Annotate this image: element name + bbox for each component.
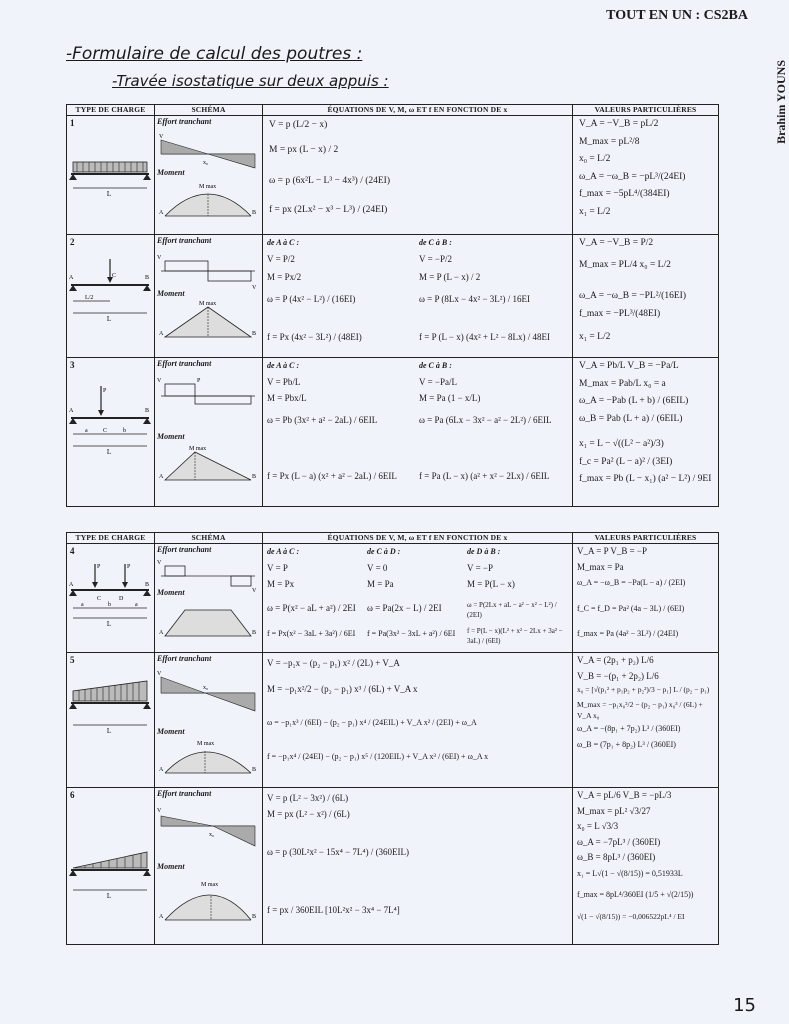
equations-cell xyxy=(263,653,573,788)
value: ω_A = −Pab (L + b) / (6EIL) xyxy=(579,396,689,406)
table-row xyxy=(67,116,719,235)
values-cell xyxy=(573,235,719,358)
schema-cell xyxy=(155,653,263,788)
col-load-type: TYPE DE CHARGE xyxy=(67,105,155,116)
segment-heading: de D à B : xyxy=(467,547,501,556)
shear-label: Effort tranchant xyxy=(157,789,212,798)
equation: V = p (L² − 3x²) / (6L) xyxy=(267,793,349,803)
svg-text:x₀: x₀ xyxy=(203,685,209,691)
equation: V = −Pa/L xyxy=(419,377,457,387)
svg-text:V: V xyxy=(159,134,164,140)
schema-cell xyxy=(155,788,263,945)
moment-label: Moment xyxy=(157,289,185,298)
equation: ω = P (4x² − L²) / (16EI) xyxy=(267,294,356,304)
svg-text:L: L xyxy=(106,727,112,735)
shear-diagram xyxy=(155,798,261,858)
equation: ω = P (8Lx − 4x² − 3L²) / 16EI xyxy=(419,294,530,304)
equation: ω = p (6x²L − L³ − 4x³) / (24EI) xyxy=(269,176,391,186)
shear-label: Effort tranchant xyxy=(157,117,212,126)
equation: f = Pa(3x² − 3xL + a²) / 6EI xyxy=(367,629,456,638)
values-cell xyxy=(573,358,719,507)
equation: V = −p₁x − (p₂ − p₁) x² / (2L) + V_A xyxy=(267,658,400,668)
moment-diagram xyxy=(155,596,261,652)
svg-text:V: V xyxy=(157,255,162,261)
equation: M = Pbx/L xyxy=(267,393,307,403)
svg-text:x₀: x₀ xyxy=(209,832,215,838)
schema-cell xyxy=(155,116,263,235)
equation: V = −P xyxy=(467,563,493,573)
moment-diagram xyxy=(155,174,261,234)
formula-table-2 xyxy=(66,532,719,945)
value: x₁ = L − √((L² − a²)/3) xyxy=(579,439,664,449)
moment-label: Moment xyxy=(157,168,185,177)
equation: f = P(L − x)(L² + x² − 2Lx + 3a² − 3aL) / (6EI) xyxy=(467,627,563,645)
svg-text:C: C xyxy=(97,596,102,602)
equations-cell xyxy=(263,544,573,653)
value: V_A = pL/6 V_B = −pL/3 xyxy=(577,790,672,800)
svg-text:V: V xyxy=(157,378,162,384)
equation: V = Pb/L xyxy=(267,377,301,387)
load-type-cell xyxy=(67,358,155,507)
svg-text:A: A xyxy=(69,408,74,414)
equations-cell xyxy=(263,788,573,945)
equation: f = −p₁x⁴ / (24EI) − (p₂ − p₁) x⁵ / (120EIL) + V_A x³ / (6EI) + ω_A x xyxy=(267,752,489,761)
svg-text:A: A xyxy=(69,275,74,281)
equation: V = P/2 xyxy=(267,254,295,264)
equation: M = px (L² − x²) / (6L) xyxy=(267,809,350,819)
point-load-center-diagram xyxy=(67,249,153,345)
equation: ω = Pa (6Lx − 3x² − a² − 2L²) / 6EIL xyxy=(419,415,552,425)
table-row xyxy=(67,358,719,507)
trapezoidal-load-diagram xyxy=(67,667,153,767)
svg-text:L: L xyxy=(106,315,112,323)
svg-text:A: A xyxy=(69,582,74,588)
value: M_max = Pa xyxy=(577,561,624,572)
values-cell xyxy=(573,653,719,788)
equation: ω = Pb (3x² + a² − 2aL) / 6EIL xyxy=(267,415,378,425)
equation: f = Px (4x² − 3L²) / (48EI) xyxy=(267,332,362,342)
row-number: 6 xyxy=(70,790,75,800)
equation: ω = Pa(2x − L) / 2EI xyxy=(367,603,442,613)
svg-text:V: V xyxy=(252,588,257,594)
svg-text:M max: M max xyxy=(199,301,217,307)
segment-heading: de C à D : xyxy=(367,547,401,556)
svg-text:V: V xyxy=(157,560,162,566)
value: f_max = 8pL⁴/360EI (1/5 + √(2/15)) xyxy=(577,890,694,899)
value: f_max = Pb (L − x₁) (a² − L²) / 9EI xyxy=(579,474,712,484)
value: f_max = Pa (4a² − 3L²) / (24EI) xyxy=(577,629,679,638)
segment-heading: de C à B : xyxy=(419,361,452,370)
value: x₀ = L/2 xyxy=(579,154,611,164)
value: x₁ = L/2 xyxy=(579,332,611,342)
svg-text:M max: M max xyxy=(197,741,215,747)
value: ω_B = Pab (L + a) / (6EIL) xyxy=(579,413,683,424)
equation: M = Pa xyxy=(367,579,394,589)
svg-text:b: b xyxy=(108,602,111,608)
row-number: 2 xyxy=(70,237,75,247)
equation: V = 0 xyxy=(367,563,388,573)
value: f_max = −PL³/(48EI) xyxy=(579,308,661,319)
equation: f = Px (L − a) (x² + a² − 2aL) / 6EIL xyxy=(267,471,397,481)
col-schema: SCHÉMA xyxy=(155,105,263,116)
equation: M = −p₁x²/2 − (p₂ − p₁) x³ / (6L) + V_A x xyxy=(267,684,418,694)
svg-text:x₀: x₀ xyxy=(203,160,209,166)
load-type-cell xyxy=(67,116,155,235)
shear-label: Effort tranchant xyxy=(157,654,212,663)
svg-text:P: P xyxy=(127,564,131,570)
svg-text:B: B xyxy=(252,474,257,480)
value: V_A = −V_B = P/2 xyxy=(579,238,654,248)
triangular-load-diagram xyxy=(67,802,153,922)
values-cell xyxy=(573,544,719,653)
sub-heading: -Travée isostatique sur deux appuis : xyxy=(112,72,389,90)
point-load-offset-diagram xyxy=(67,372,153,482)
value: V_A = P V_B = −P xyxy=(577,546,647,556)
value: M_max = pL²/8 xyxy=(579,136,640,147)
equation: ω = −p₁x³ / (6EI) − (p₂ − p₁) x⁴ / (24EIL) + V_A x² / (2EI) + ω_A xyxy=(267,718,477,727)
load-type-cell xyxy=(67,653,155,788)
svg-text:A: A xyxy=(159,630,164,636)
svg-text:V: V xyxy=(252,285,257,291)
svg-text:C: C xyxy=(112,273,117,279)
col-values: VALEURS PARTICULIÈRES xyxy=(573,105,719,116)
svg-text:M max: M max xyxy=(201,882,219,888)
svg-text:a: a xyxy=(135,602,138,608)
value: x₀ = [√(p₁² + p₁p₂ + p₂²)/3 − p₁] L / (p₂ − p₁) xyxy=(577,685,710,694)
col-values: VALEURS PARTICULIÈRES xyxy=(573,533,719,544)
equation: f = px / 360EIL [10L²x² − 3x⁴ − 7L⁴] xyxy=(267,905,400,915)
equation: V = P xyxy=(267,563,288,573)
svg-text:B: B xyxy=(252,767,257,773)
page-number: 15 xyxy=(733,995,756,1016)
svg-text:B: B xyxy=(252,630,257,636)
row-number: 3 xyxy=(70,360,75,370)
svg-text:B: B xyxy=(145,582,150,588)
equation: V = p (L/2 − x) xyxy=(269,120,328,130)
table-header-row xyxy=(67,105,719,116)
svg-text:L: L xyxy=(106,892,112,900)
load-type-cell xyxy=(67,544,155,653)
svg-text:A: A xyxy=(159,474,164,480)
moment-label: Moment xyxy=(157,862,185,871)
svg-text:a: a xyxy=(85,428,88,434)
svg-text:A: A xyxy=(159,767,164,773)
schema-cell xyxy=(155,544,263,653)
values-cell xyxy=(573,788,719,945)
equation: f = Px(x² − 3aL + 3a²) / 6EI xyxy=(267,629,356,638)
value: V_A = Pb/L V_B = −Pa/L xyxy=(579,361,679,371)
svg-text:B: B xyxy=(252,210,257,216)
table-header-row xyxy=(67,533,719,544)
svg-text:M max: M max xyxy=(199,184,217,190)
main-heading: -Formulaire de calcul des poutres : xyxy=(66,44,363,64)
col-equations: ÉQUATIONS DE V, M, ω ET f EN FONCTION DE x xyxy=(263,105,573,116)
svg-text:L: L xyxy=(106,448,112,456)
moment-diagram xyxy=(155,872,261,942)
moment-diagram xyxy=(155,295,261,355)
equations-cell xyxy=(263,116,573,235)
svg-text:B: B xyxy=(252,331,257,337)
col-schema: SCHÉMA xyxy=(155,533,263,544)
value: ω_A = −7pL³ / (360EI) xyxy=(577,836,661,847)
equation: f = P (L − x) (4x² + L² − 8Lx) / 48EI xyxy=(419,332,551,342)
values-cell xyxy=(573,116,719,235)
moment-label: Moment xyxy=(157,727,185,736)
equation: ω = p (30L²x² − 15x⁴ − 7L⁴) / (360EIL) xyxy=(267,847,410,857)
value: √(1 − √(8/15)) = −0,006522pL⁴ / EI xyxy=(577,911,685,921)
svg-text:C: C xyxy=(103,428,108,434)
svg-text:A: A xyxy=(159,210,164,216)
value: ω_A = −ω_B = −pL³/(24EI) xyxy=(579,171,686,182)
segment-heading: de A à C : xyxy=(267,238,300,247)
shear-diagram xyxy=(155,368,261,428)
segment-heading: de A à C : xyxy=(267,547,300,556)
load-type-cell xyxy=(67,788,155,945)
equation: f = px (2Lx² − x³ − L³) / (24EI) xyxy=(269,205,388,215)
equation: M = P(L − x) xyxy=(467,579,515,589)
shear-label: Effort tranchant xyxy=(157,359,212,368)
svg-text:B: B xyxy=(252,914,257,920)
two-point-loads-diagram xyxy=(67,558,153,648)
value: M_max = −p₁x₀²/2 − (p₂ − p₁) x₀³ / (6L) + V_A x₀ xyxy=(577,700,703,720)
value: M_max = pL² √3/27 xyxy=(577,805,651,816)
svg-text:B: B xyxy=(145,408,150,414)
value: ω_B = 8pL³ / (360EI) xyxy=(577,852,656,862)
equation: ω = P(2Lx + aL − a² − x² − L²) / (2EI) xyxy=(467,601,557,619)
svg-text:L: L xyxy=(106,190,112,198)
value: V_A = (2p₁ + p₂) L/6 xyxy=(577,655,654,665)
moment-diagram xyxy=(155,440,261,504)
value: f_c = Pa² (L − a)² / (3EI) xyxy=(579,456,673,467)
value: V_A = −V_B = pL/2 xyxy=(579,119,659,129)
book-title: TOUT EN UN : CS2BA xyxy=(606,8,748,23)
shear-label: Effort tranchant xyxy=(157,545,212,554)
svg-text:M max: M max xyxy=(189,446,207,452)
shear-label: Effort tranchant xyxy=(157,236,212,245)
table-row xyxy=(67,788,719,945)
moment-label: Moment xyxy=(157,432,185,441)
value: ω_A = −ω_B = −Pa(L − a) / (2EI) xyxy=(577,578,686,587)
equation: M = Pa (1 − x/L) xyxy=(419,393,481,403)
segment-heading: de C à B : xyxy=(419,238,452,247)
equations-cell xyxy=(263,235,573,358)
row-number: 4 xyxy=(70,546,75,556)
svg-text:B: B xyxy=(145,275,150,281)
value: ω_B = (7p₁ + 8p₂) L³ / (360EI) xyxy=(577,739,676,749)
value: M_max = Pab/L x₀ = a xyxy=(579,378,666,389)
row-number: 5 xyxy=(70,655,75,665)
svg-text:A: A xyxy=(159,331,164,337)
table-row xyxy=(67,235,719,358)
svg-text:P: P xyxy=(103,388,107,394)
value: x₁ = L√(1 − √(8/15)) = 0,51933L xyxy=(577,868,683,878)
equation: V = −P/2 xyxy=(419,254,452,264)
table-row xyxy=(67,653,719,788)
svg-text:L/2: L/2 xyxy=(85,295,94,301)
svg-text:D: D xyxy=(119,596,124,602)
value: f_C = f_D = Pa² (4a − 3L) / (6EI) xyxy=(577,603,685,613)
author-name: Brahim YOUNS xyxy=(774,60,788,144)
equation: M = Px xyxy=(267,579,295,589)
value: ω_A = −ω_B = −PL²/(16EI) xyxy=(579,291,686,301)
uniform-load-diagram xyxy=(67,130,153,220)
col-equations: ÉQUATIONS DE V, M, ω ET f EN FONCTION DE x xyxy=(263,533,573,544)
svg-text:a: a xyxy=(81,602,84,608)
row-number: 1 xyxy=(70,118,75,128)
value: f_max = −5pL⁴/(384EI) xyxy=(579,189,670,199)
svg-text:P: P xyxy=(197,378,201,384)
svg-text:V: V xyxy=(157,671,162,677)
value: x₁ = L/2 xyxy=(579,206,611,217)
equation: M = P (L − x) / 2 xyxy=(419,272,481,282)
svg-text:A: A xyxy=(159,914,164,920)
value: M_max = PL/4 x₀ = L/2 xyxy=(579,259,671,270)
svg-text:P: P xyxy=(97,564,101,570)
load-type-cell xyxy=(67,235,155,358)
col-load-type: TYPE DE CHARGE xyxy=(67,533,155,544)
equation: M = px (L − x) / 2 xyxy=(269,145,339,155)
shear-diagram xyxy=(155,663,261,723)
segment-heading: de A à C : xyxy=(267,361,300,370)
moment-label: Moment xyxy=(157,588,185,597)
value: V_B = −(p₁ + 2p₂) L/6 xyxy=(577,670,659,681)
equation: f = Pa (L − x) (a² + x² − 2Lx) / 6EIL xyxy=(419,471,550,481)
equation: M = Px/2 xyxy=(267,272,302,282)
schema-cell xyxy=(155,358,263,507)
svg-text:L: L xyxy=(106,620,112,628)
svg-text:V: V xyxy=(157,808,162,814)
table-row xyxy=(67,544,719,653)
svg-text:b: b xyxy=(123,428,126,434)
moment-diagram xyxy=(155,733,261,787)
shear-diagram xyxy=(155,245,261,295)
schema-cell xyxy=(155,235,263,358)
equation: ω = P(x² − aL + a²) / 2EI xyxy=(267,603,356,613)
value: ω_A = −(8p₁ + 7p₂) L³ / (360EI) xyxy=(577,724,681,733)
value: x₀ = L √3/3 xyxy=(577,821,619,831)
formula-table-1 xyxy=(66,104,719,507)
equations-cell xyxy=(263,358,573,507)
